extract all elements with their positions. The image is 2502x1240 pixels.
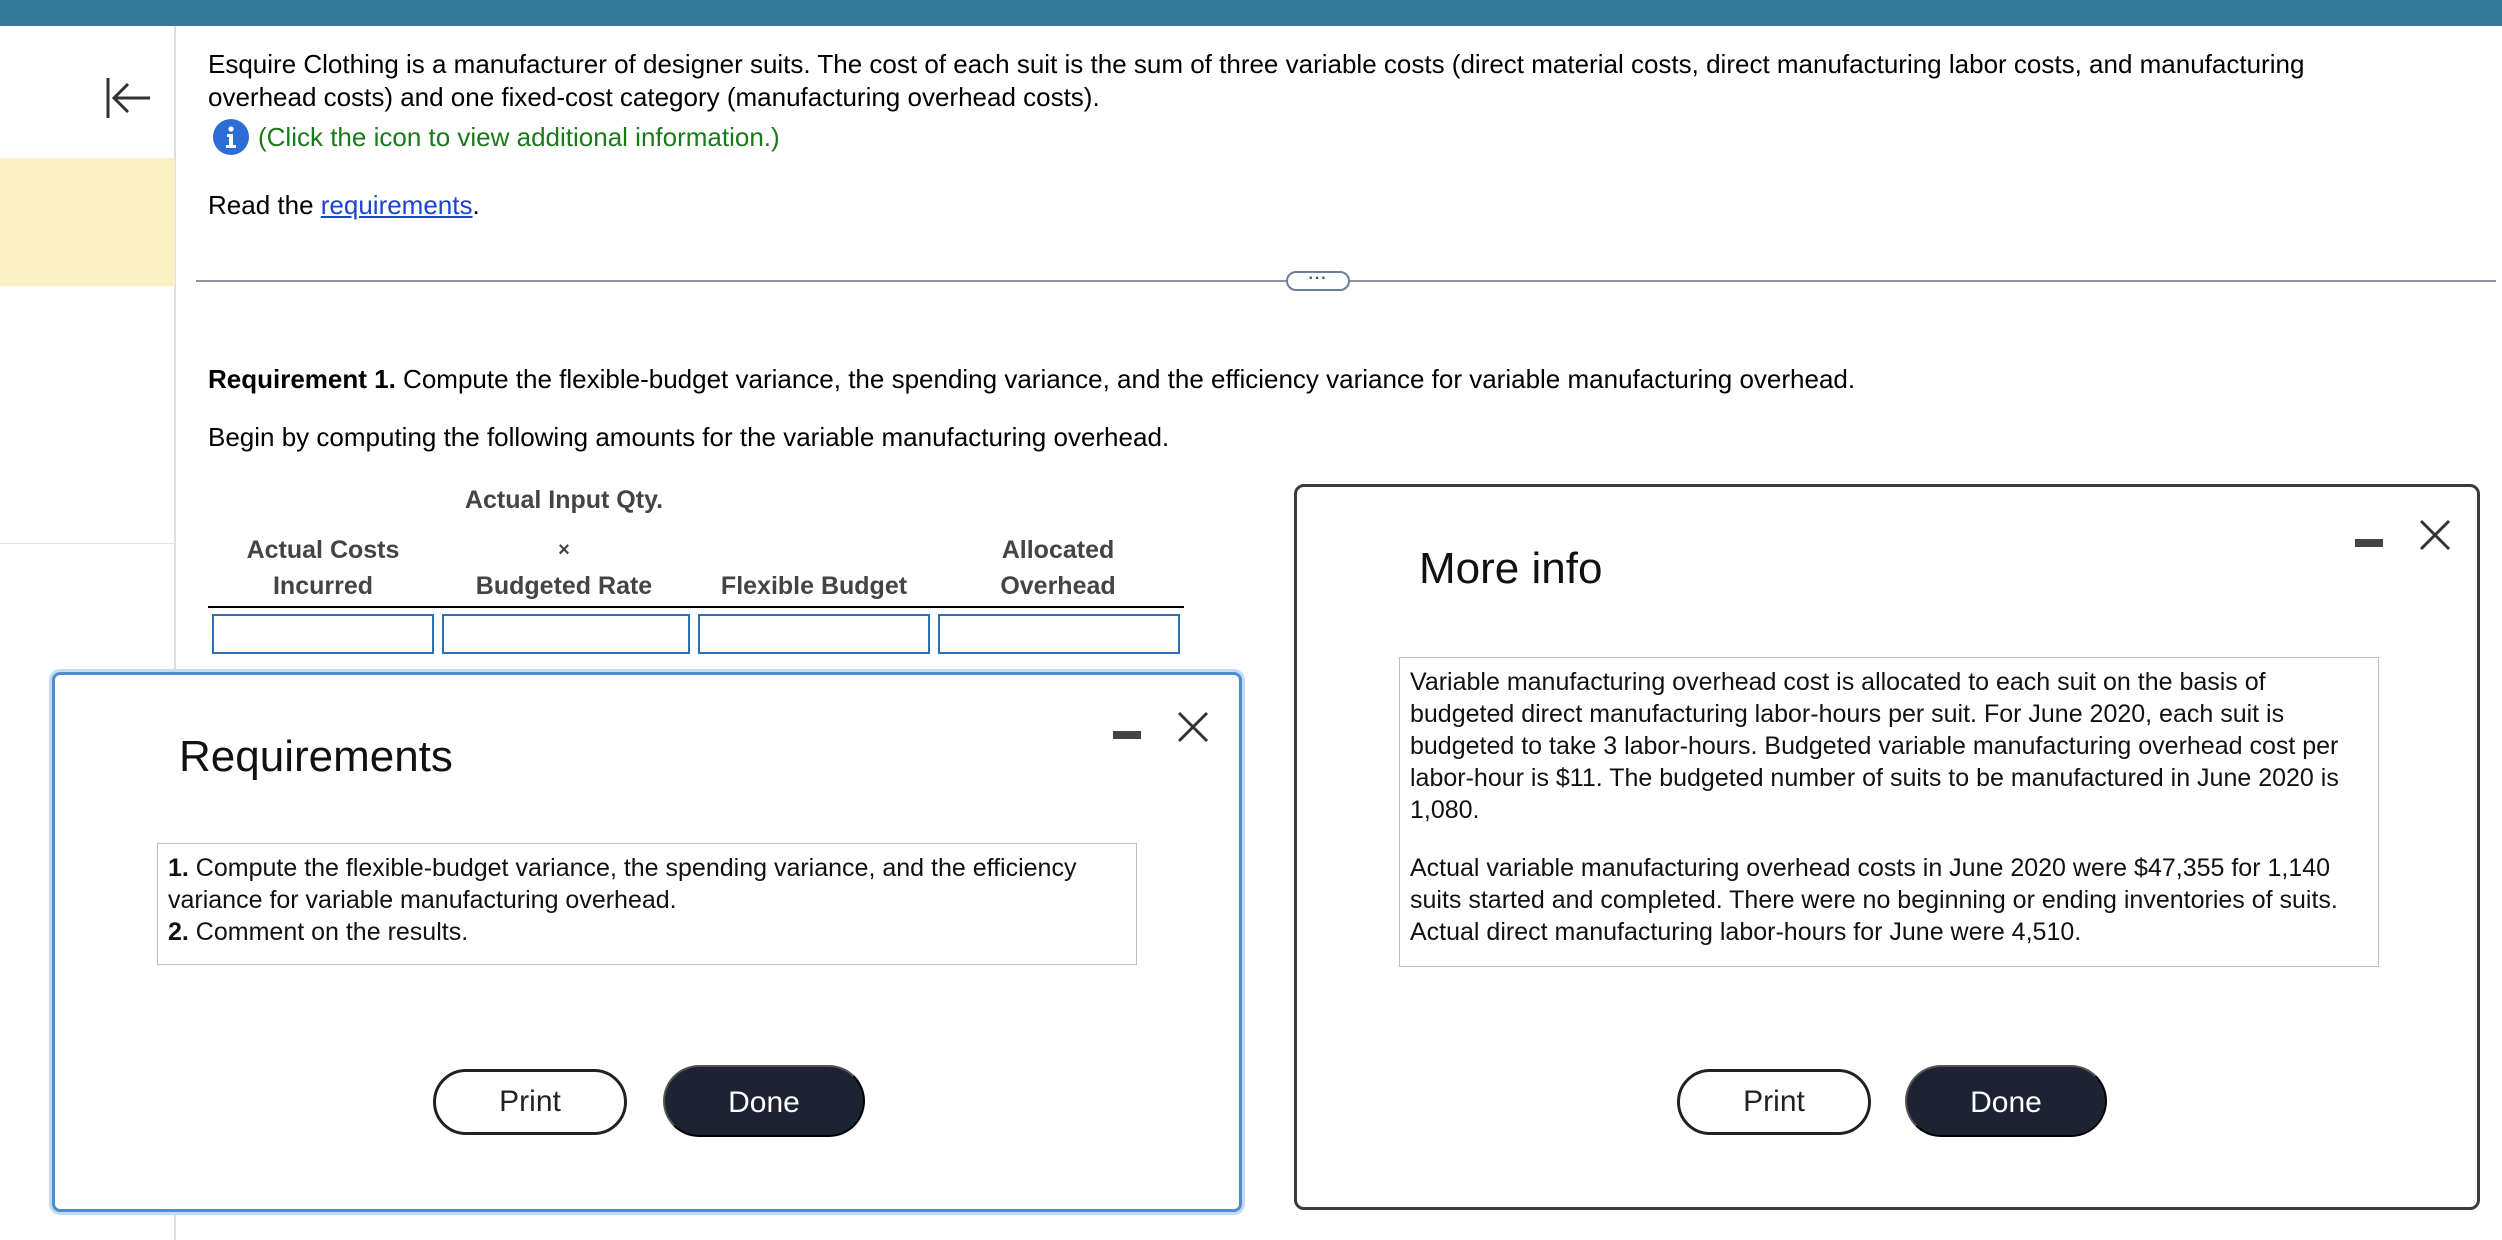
requirements-modal	[52, 672, 1242, 1212]
info-link-text[interactable]: (Click the icon to view additional information.)	[258, 122, 780, 152]
requirement-item-1	[168, 852, 1126, 916]
col-actual-costs-header	[212, 532, 434, 604]
print-button[interactable]: Print	[1677, 1069, 1871, 1135]
intro-text: Esquire Clothing is a manufacturer of designer suits. The cost of each suit is the sum of three variable costs (direct material costs, direct manufacturing labor costs, and manufacturing overhead costs) and one fixed-cost category (manufacturing overhead costs).	[208, 49, 2305, 112]
rail-highlight	[0, 158, 175, 286]
item-2-text: Comment on the results.	[188, 918, 469, 946]
info-icon[interactable]	[212, 118, 250, 156]
col-allocated-line1: Allocated	[1001, 536, 1115, 564]
collapse-left-icon[interactable]	[100, 70, 156, 126]
item-1-text: Compute the flexible-budget variance, the spending variance, and the efficiency variance for variable manufacturing overhead.	[168, 854, 1077, 914]
more-info-paragraph-2: Actual variable manufacturing overhead costs in June 2020 were $47,355 for 1,140 suits started and completed. There were no beginning or ending inventories of suits. Actual direct manufacturing labor-hours for June were 4,510.	[1410, 854, 2338, 946]
requirement-item-2	[168, 916, 1126, 948]
more-info-title: More info	[1419, 544, 1603, 593]
col-allocated-line2: Overhead	[1000, 572, 1116, 600]
read-requirements	[208, 188, 480, 222]
flexible-budget-input[interactable]	[698, 614, 930, 654]
col-allocated-overhead-header	[938, 532, 1178, 604]
close-icon[interactable]	[2415, 515, 2455, 555]
more-info-paragraph-1: Variable manufacturing overhead cost is allocated to each suit on the basis of budgeted direct manufacturing labor-hours per suit. For June 2020, each suit is budgeted to take 3 labor-hours. Budgeted variable manufacturing overhead cost per labor-hour is $11. The budgeted number of suits to be manufactured in June 2020 is 1,080.	[1410, 668, 2339, 824]
requirements-title: Requirements	[179, 732, 453, 781]
read-prefix: Read the	[208, 190, 321, 220]
expand-divider-button[interactable]: ···	[1286, 271, 1350, 291]
done-button[interactable]: Done	[1905, 1065, 2107, 1137]
allocated-overhead-input[interactable]	[938, 614, 1180, 654]
done-button[interactable]: Done	[663, 1065, 865, 1137]
col-actual-costs-line2: Incurred	[272, 572, 374, 600]
rail-divider	[0, 543, 175, 544]
table-header-rule	[208, 606, 1184, 608]
actual-costs-input[interactable]	[212, 614, 434, 654]
col-actual-input-top: Actual Input Qty.	[464, 486, 664, 514]
question-content	[208, 48, 2448, 220]
item-2-number: 2.	[168, 918, 189, 946]
begin-instruction: Begin by computing the following amounts for the variable manufacturing overhead.	[208, 422, 1170, 452]
requirements-link[interactable]: requirements	[320, 190, 473, 220]
item-1-number: 1.	[168, 854, 189, 882]
more-info-text	[1399, 657, 2379, 967]
actual-input-qty-input[interactable]	[442, 614, 690, 654]
col-flexible-budget-header: Flexible Budget	[720, 572, 908, 600]
col-budgeted-rate: Budgeted Rate	[475, 572, 653, 600]
info-row	[208, 118, 2448, 156]
read-suffix: .	[472, 190, 480, 220]
requirement-1-body: Compute the flexible-budget variance, the spending variance, and the efficiency variance for variable manufacturing overhead.	[395, 364, 1856, 394]
minimize-icon[interactable]	[1113, 731, 1141, 739]
requirement-1-label: Requirement 1.	[208, 364, 396, 394]
requirements-list	[157, 843, 1137, 965]
multiply-sign: ×	[558, 539, 570, 561]
requirement-1-text	[208, 362, 1855, 396]
minimize-icon[interactable]	[2355, 539, 2383, 547]
more-info-modal	[1294, 484, 2480, 1210]
col-actual-input-header	[438, 482, 690, 604]
col-actual-costs-line1: Actual Costs	[246, 536, 400, 564]
print-button[interactable]: Print	[433, 1069, 627, 1135]
close-icon[interactable]	[1173, 707, 1213, 747]
top-bar	[0, 0, 2502, 26]
